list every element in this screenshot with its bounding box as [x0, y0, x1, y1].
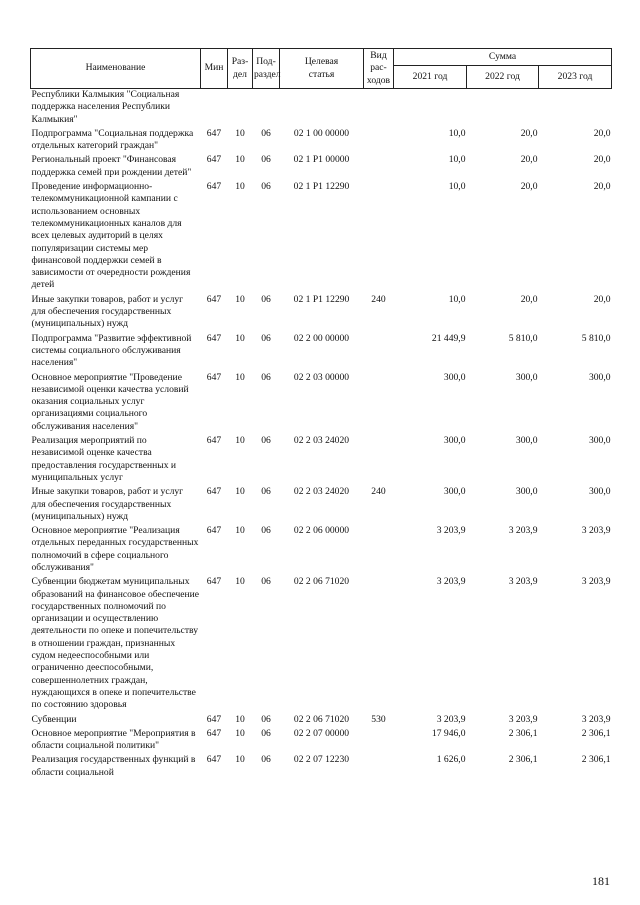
row-min-code: 647	[206, 435, 222, 447]
row-sum-2023: 20,0	[593, 127, 611, 139]
row-sum-2022: 20,0	[520, 293, 538, 305]
table-row	[31, 89, 612, 128]
row-expense-type	[364, 333, 394, 372]
row-target-article: 02 2 03 24020	[293, 435, 350, 447]
header-vid: Вид рас- ходов	[364, 49, 394, 89]
row-target-article: 02 2 03 00000	[293, 371, 350, 383]
row-razdel: 10	[235, 181, 245, 193]
row-min-code: 647	[206, 486, 222, 498]
row-sum-2022: 300,0	[515, 371, 538, 383]
row-target-article: 02 2 06 71020	[293, 576, 350, 588]
row-sum-2021: 10,0	[448, 154, 466, 166]
row-target-article: 02 1 P1 12290	[293, 293, 350, 305]
row-target-article: 02 2 00 00000	[293, 332, 350, 344]
row-razdel: 10	[235, 127, 245, 139]
row-sum-2023: 300,0	[588, 486, 611, 498]
row-expense-type: 240	[371, 486, 386, 498]
table-header	[31, 49, 612, 89]
row-name: Иные закупки товаров, работ и услуг для обеспечения государственных (муниципальных) нужд	[31, 293, 184, 330]
header-year-2022: 2022 год	[467, 66, 539, 89]
row-min-code: 647	[206, 181, 222, 193]
row-sum-2023: 20,0	[593, 181, 611, 193]
row-sum-2022: 20,0	[520, 181, 538, 193]
row-sum-2023: 300,0	[588, 371, 611, 383]
header-name: Наименование	[31, 49, 201, 89]
row-expense-type	[364, 372, 394, 435]
row-sum-2022: 300,0	[515, 486, 538, 498]
row-name: Подпрограмма "Социальная поддержка отдельных категорий граждан"	[31, 127, 194, 152]
row-sum-2022: 5 810,0	[508, 332, 538, 344]
row-name: Реализация мероприятий по независимой оценке качества предоставления государственных и муниципальных услуг	[31, 435, 177, 483]
table-row	[31, 372, 612, 435]
row-sum-2022: 20,0	[520, 154, 538, 166]
row-podrazdel: 06	[261, 435, 271, 447]
row-sum-2021	[394, 89, 467, 128]
table-row	[31, 181, 612, 294]
table-row	[31, 435, 612, 486]
table-body	[31, 89, 612, 782]
row-podrazdel: 06	[261, 371, 271, 383]
row-expense-type	[364, 181, 394, 294]
row-expense-type	[364, 128, 394, 155]
row-expense-type	[364, 525, 394, 576]
row-sum-2021: 3 203,9	[436, 713, 466, 725]
row-podrazdel: 06	[261, 486, 271, 498]
table-row	[31, 728, 612, 755]
row-sum-2021: 21 449,9	[431, 332, 466, 344]
row-min-code: 647	[206, 154, 222, 166]
row-name: Иные закупки товаров, работ и услуг для обеспечения государственных (муниципальных) нужд	[31, 486, 184, 522]
row-sum-2021: 17 946,0	[431, 727, 466, 739]
row-min-code: 647	[206, 293, 222, 305]
row-min-code: 647	[206, 525, 222, 537]
table-row	[31, 486, 612, 525]
row-sum-2023	[539, 89, 612, 128]
row-sum-2023: 2 306,1	[581, 754, 611, 766]
budget-table	[30, 48, 612, 781]
header-year-2021: 2021 год	[394, 66, 467, 89]
row-razdel: 10	[235, 486, 245, 498]
row-podrazdel: 06	[261, 754, 271, 766]
row-podrazdel: 06	[261, 332, 271, 344]
row-name: Подпрограмма "Развитие эффективной системы социального обслуживания населения"	[31, 332, 192, 369]
row-target-article: 02 2 06 00000	[293, 525, 350, 537]
row-sum-2023: 300,0	[588, 435, 611, 447]
row-min-code: 647	[206, 727, 222, 739]
table-row	[31, 714, 612, 728]
header-min: Мин	[201, 49, 228, 89]
row-name: Субвенции бюджетам муниципальных образований на финансовое обеспечение государственных полномочий по организации и осуществлению деятельности по опеке и попечительству в отношении граждан, признанных судом недееспособными или ограниченно дееспособными, совершеннолетних граждан, нуждающихся в опеке и попечительстве по состоянию здоровья	[31, 576, 200, 711]
row-podrazdel: 06	[261, 727, 271, 739]
row-sum-2021: 300,0	[443, 371, 466, 383]
row-sum-2023: 5 810,0	[581, 332, 611, 344]
row-name: Региональный проект "Финансовая поддержка семей при рождении детей"	[31, 154, 192, 178]
row-podrazdel: 06	[261, 576, 271, 588]
row-name: Проведение информационно-телекоммуникационной кампании с использованием основных телекоммуникационных каналов для всех целевых аудиторий в целях популяризации системы мер финансовой поддержки семей в зависимости от очередности рождения детей	[31, 181, 191, 291]
row-razdel: 10	[235, 727, 245, 739]
row-min-code	[201, 89, 228, 128]
row-expense-type	[364, 154, 394, 181]
row-razdel: 10	[235, 154, 245, 166]
row-name: Реализация государственных функций в области социальной	[31, 754, 196, 778]
row-min-code: 647	[206, 754, 222, 766]
row-razdel: 10	[235, 435, 245, 447]
row-min-code: 647	[206, 371, 222, 383]
row-expense-type	[364, 728, 394, 755]
row-min-code: 647	[206, 127, 222, 139]
row-podrazdel: 06	[261, 293, 271, 305]
row-min-code: 647	[206, 332, 222, 344]
row-min-code: 647	[206, 576, 222, 588]
row-sum-2022	[467, 89, 539, 128]
row-razdel: 10	[235, 525, 245, 537]
row-podrazdel: 06	[261, 154, 271, 166]
row-target-article: 02 2 07 12230	[293, 754, 350, 766]
row-expense-type	[364, 435, 394, 486]
row-razdel: 10	[235, 293, 245, 305]
row-min-code: 647	[206, 713, 222, 725]
row-sum-2021: 10,0	[448, 293, 466, 305]
page-number: 181	[592, 874, 610, 888]
row-expense-type	[364, 754, 394, 781]
table-row	[31, 128, 612, 155]
row-razdel: 10	[235, 332, 245, 344]
row-expense-type	[364, 576, 394, 713]
row-target-article: 02 2 07 00000	[293, 727, 350, 739]
row-name: Основное мероприятие "Реализация отдельных переданных государственных полномочий в сфере социального обслуживания"	[31, 525, 199, 573]
row-razdel	[228, 89, 253, 128]
row-razdel: 10	[235, 754, 245, 766]
row-sum-2021: 300,0	[443, 435, 466, 447]
row-razdel: 10	[235, 713, 245, 725]
row-sum-2023: 3 203,9	[581, 525, 611, 537]
row-name: Основное мероприятие "Мероприятия в области социальной политики"	[31, 727, 196, 752]
row-podrazdel	[253, 89, 280, 128]
header-razdel: Раз- дел	[228, 49, 253, 89]
header-summa: Сумма	[394, 49, 612, 66]
table-row	[31, 294, 612, 333]
row-target-article: 02 2 06 71020	[293, 713, 350, 725]
row-sum-2022: 2 306,1	[508, 754, 538, 766]
row-sum-2022: 3 203,9	[508, 525, 538, 537]
table-row	[31, 754, 612, 781]
row-sum-2023: 2 306,1	[581, 727, 611, 739]
row-podrazdel: 06	[261, 127, 271, 139]
row-sum-2023: 20,0	[593, 154, 611, 166]
row-razdel: 10	[235, 371, 245, 383]
row-sum-2023: 3 203,9	[581, 576, 611, 588]
row-target-article	[280, 89, 364, 128]
row-sum-2021: 3 203,9	[436, 525, 466, 537]
row-podrazdel: 06	[261, 525, 271, 537]
row-expense-type: 240	[371, 293, 386, 305]
row-sum-2021: 10,0	[448, 127, 466, 139]
row-sum-2022: 20,0	[520, 127, 538, 139]
row-target-article: 02 1 P1 00000	[293, 154, 350, 166]
header-year-2023: 2023 год	[539, 66, 612, 89]
row-sum-2021: 3 203,9	[436, 576, 466, 588]
row-name: Субвенции	[31, 713, 77, 725]
row-sum-2023: 20,0	[593, 293, 611, 305]
row-target-article: 02 1 P1 12290	[293, 181, 350, 193]
header-podrazdel: Под- раздел	[253, 49, 280, 89]
header-statya: Целевая статья	[280, 49, 364, 89]
table-row	[31, 576, 612, 713]
row-name: Основное мероприятие "Проведение независимой оценки качества условий оказания социальных услуг организациями социального обслуживания населения"	[31, 371, 189, 432]
row-sum-2023: 3 203,9	[581, 713, 611, 725]
row-sum-2022: 300,0	[515, 435, 538, 447]
table-row	[31, 525, 612, 576]
table-row	[31, 154, 612, 181]
row-sum-2021: 1 626,0	[436, 754, 466, 766]
row-sum-2021: 10,0	[448, 181, 466, 193]
row-sum-2022: 3 203,9	[508, 576, 538, 588]
row-sum-2021: 300,0	[443, 486, 466, 498]
row-sum-2022: 3 203,9	[508, 713, 538, 725]
row-razdel: 10	[235, 576, 245, 588]
row-expense-type: 530	[371, 713, 386, 725]
row-expense-type	[364, 89, 394, 128]
row-name: Республики Калмыкия "Социальная поддержка населения Республики Калмыкия"	[31, 89, 180, 125]
table-row	[31, 333, 612, 372]
row-target-article: 02 1 00 00000	[293, 127, 350, 139]
row-sum-2022: 2 306,1	[508, 727, 538, 739]
row-podrazdel: 06	[261, 713, 271, 725]
row-target-article: 02 2 03 24020	[293, 486, 350, 498]
row-podrazdel: 06	[261, 181, 271, 193]
